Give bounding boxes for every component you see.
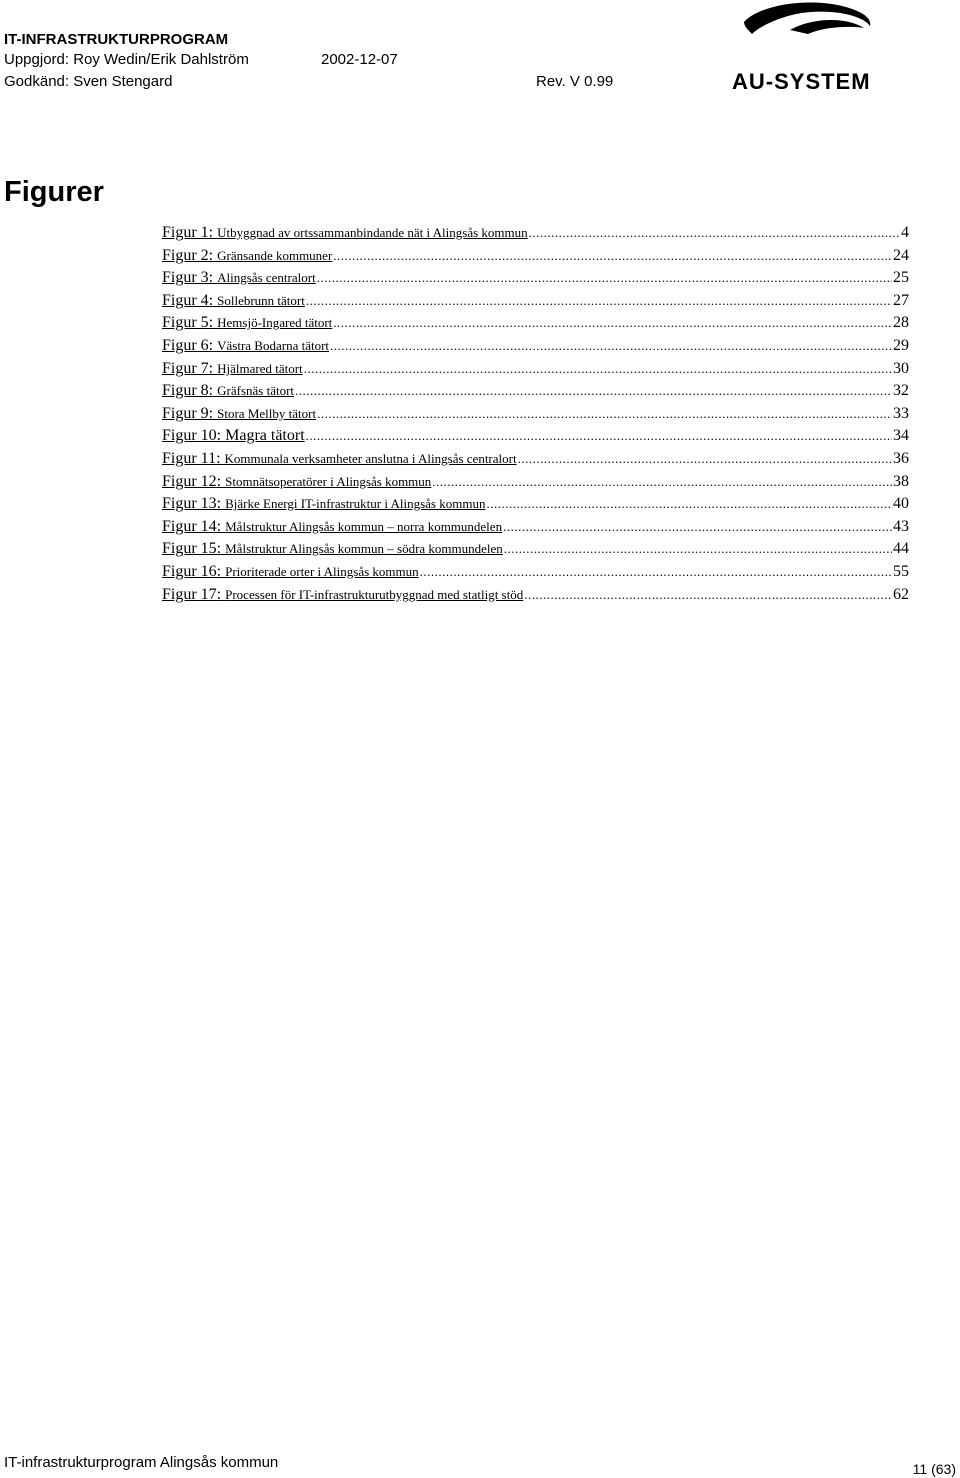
- figure-page-number: 29: [893, 336, 909, 354]
- figure-list-item[interactable]: [162, 473, 909, 496]
- dot-leader: [295, 383, 892, 399]
- figure-caption: Prioriterade orter i Alingsås kommun: [225, 563, 419, 579]
- figure-label: Figur 17:: [162, 585, 222, 603]
- figure-list-item[interactable]: [162, 540, 909, 563]
- figure-list-item[interactable]: [162, 518, 909, 541]
- figure-link[interactable]: [162, 405, 316, 423]
- figure-list-item[interactable]: [162, 247, 909, 270]
- dot-leader: [524, 587, 892, 603]
- figure-page-number: 36: [893, 449, 909, 467]
- figure-link[interactable]: [162, 563, 419, 581]
- figure-link[interactable]: [162, 314, 332, 332]
- figure-page-number: 38: [893, 472, 909, 490]
- figure-link[interactable]: [162, 224, 528, 242]
- prepared-by: Uppgjord: Roy Wedin/Erik Dahlström: [4, 51, 249, 68]
- figure-page-number: 28: [893, 314, 909, 332]
- figure-label: Figur 2:: [162, 246, 214, 264]
- dot-leader: [486, 496, 892, 512]
- figure-link[interactable]: [162, 586, 523, 604]
- figure-page-number: 27: [893, 291, 909, 309]
- figure-page-number: 25: [893, 269, 909, 287]
- figure-label: Figur 7:: [162, 359, 214, 377]
- figure-caption: Hemsjö-Ingared tätort: [217, 315, 333, 331]
- figure-caption: Kommunala verksamheter anslutna i Alingsås centralort: [224, 450, 517, 466]
- figure-label: Figur 9:: [162, 404, 214, 422]
- figure-caption: Stora Mellby tätort: [217, 405, 317, 421]
- dot-leader: [330, 338, 892, 354]
- figure-caption: Gräfsnäs tätort: [217, 383, 295, 399]
- figure-link[interactable]: [162, 495, 485, 513]
- figure-list-item[interactable]: [162, 224, 909, 247]
- figure-caption: Bjärke Energi IT-infrastruktur i Alingsås kommun: [225, 496, 486, 512]
- svg-text:AU-SYSTEM: AU-SYSTEM: [732, 69, 871, 94]
- figure-page-number: 30: [893, 359, 909, 377]
- figure-page-number: 43: [893, 517, 909, 535]
- figure-caption: Hjälmared tätort: [217, 360, 303, 376]
- figure-label: Figur 4:: [162, 291, 214, 309]
- figure-list-item[interactable]: [162, 563, 909, 586]
- figure-link[interactable]: [162, 382, 294, 400]
- figure-label: Figur 15:: [162, 540, 222, 558]
- figure-caption: Gränsande kommuner: [217, 247, 333, 263]
- figure-list-item[interactable]: [162, 495, 909, 518]
- dot-leader: [529, 225, 900, 241]
- figure-list: [162, 224, 909, 608]
- section-title: Figurer: [4, 176, 104, 208]
- footer-page-number: 11 (63): [912, 1461, 956, 1477]
- figure-link[interactable]: [162, 292, 305, 310]
- dot-leader: [306, 293, 892, 309]
- figure-caption: Stomnätsoperatörer i Alingsås kommun: [225, 473, 432, 489]
- figure-label: Figur 14:: [162, 517, 222, 535]
- figure-caption: Processen för IT-infrastrukturutbyggnad med statligt stöd: [225, 586, 524, 602]
- figure-caption: Utbyggnad av ortssammanbindande nät i Alingsås kommun: [217, 225, 528, 240]
- dot-leader: [333, 248, 892, 264]
- figure-label: Figur 10:: [162, 427, 222, 445]
- figure-page-number: 55: [893, 562, 909, 580]
- figure-page-number: 44: [893, 540, 909, 558]
- figure-label: Figur 11:: [162, 449, 221, 467]
- figure-caption: Västra Bodarna tätort: [217, 337, 330, 353]
- figure-caption: Magra tätort: [225, 427, 305, 445]
- figure-page-number: 34: [893, 427, 909, 445]
- approved-by: Godkänd: Sven Stengard: [4, 73, 173, 90]
- figure-link[interactable]: [162, 247, 332, 265]
- dot-leader: [317, 406, 892, 422]
- program-title: IT-INFRASTRUKTURPROGRAM: [4, 31, 229, 48]
- document-date: 2002-12-07: [321, 51, 398, 68]
- figure-label: Figur 1:: [162, 224, 214, 241]
- dot-leader: [503, 519, 892, 535]
- figure-link[interactable]: [162, 518, 502, 536]
- figure-page-number: 40: [893, 495, 909, 513]
- figure-link[interactable]: [162, 540, 503, 558]
- dot-leader: [518, 451, 892, 467]
- figure-label: Figur 3:: [162, 269, 214, 287]
- figure-list-item[interactable]: [162, 360, 909, 383]
- dot-leader: [317, 270, 892, 286]
- revision: Rev. V 0.99: [536, 73, 614, 90]
- figure-list-item[interactable]: [162, 427, 909, 450]
- dot-leader: [333, 315, 892, 331]
- figure-caption: Målstruktur Alingsås kommun – norra kommundelen: [225, 518, 503, 534]
- figure-link[interactable]: [162, 427, 305, 445]
- dot-leader: [306, 428, 892, 444]
- figure-list-item[interactable]: [162, 586, 909, 609]
- figure-list-item[interactable]: [162, 269, 909, 292]
- figure-label: Figur 5:: [162, 314, 214, 332]
- figure-link[interactable]: [162, 360, 303, 378]
- figure-page-number: 32: [893, 382, 909, 400]
- figure-page-number: 33: [893, 404, 909, 422]
- figure-label: Figur 6:: [162, 336, 214, 354]
- figure-link[interactable]: [162, 473, 431, 491]
- figure-label: Figur 16:: [162, 562, 222, 580]
- figure-page-number: 4: [901, 224, 909, 241]
- figure-caption: Målstruktur Alingsås kommun – södra kommundelen: [225, 541, 503, 557]
- dot-leader: [504, 541, 892, 557]
- figure-list-item[interactable]: [162, 382, 909, 405]
- figure-list-item[interactable]: [162, 314, 909, 337]
- dot-leader: [420, 564, 892, 580]
- figure-list-item[interactable]: [162, 450, 909, 473]
- figure-page-number: 24: [893, 246, 909, 264]
- figure-link[interactable]: [162, 269, 316, 287]
- figure-link[interactable]: [162, 337, 329, 355]
- figure-label: Figur 8:: [162, 382, 214, 400]
- figure-caption: Sollebrunn tätort: [217, 292, 305, 308]
- footer-document-title: IT-infrastrukturprogram Alingsås kommun: [4, 1454, 279, 1471]
- figure-link[interactable]: [162, 450, 517, 468]
- figure-caption: Alingsås centralort: [217, 270, 316, 286]
- dot-leader: [432, 474, 892, 490]
- figure-page-number: 62: [893, 585, 909, 603]
- figure-label: Figur 12:: [162, 472, 222, 490]
- figure-label: Figur 13:: [162, 495, 222, 513]
- figure-list-item[interactable]: [162, 405, 909, 428]
- dot-leader: [304, 361, 892, 377]
- au-system-logo: [730, 0, 906, 96]
- figure-list-item[interactable]: [162, 337, 909, 360]
- figure-list-item[interactable]: [162, 292, 909, 315]
